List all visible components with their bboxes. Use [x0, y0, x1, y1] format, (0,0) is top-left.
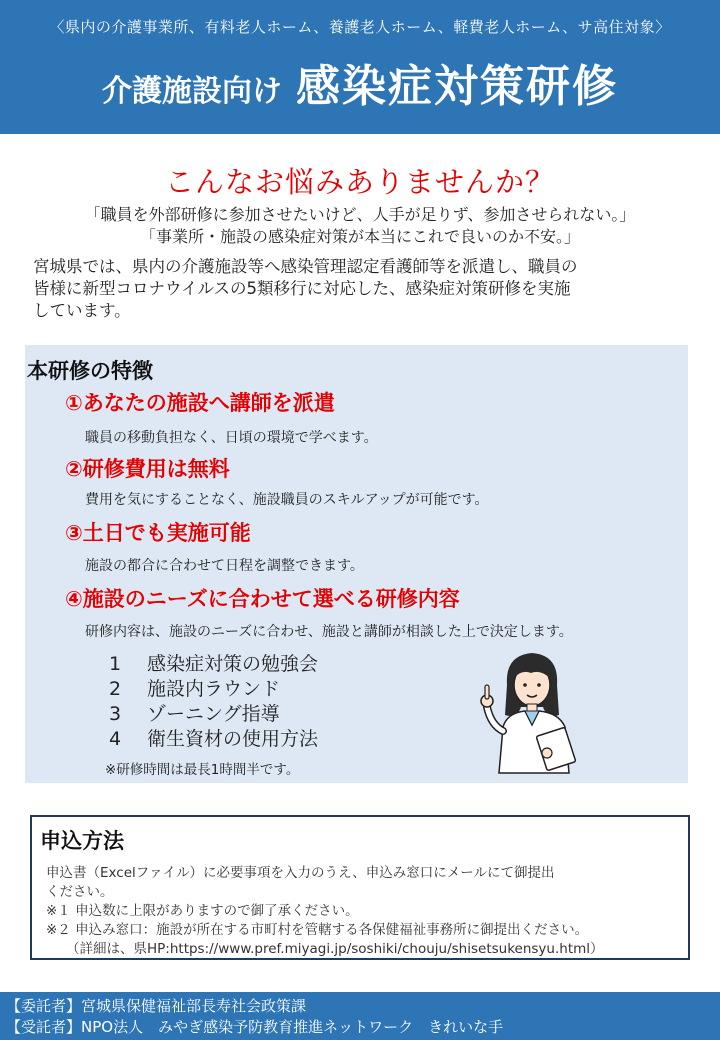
- nurse-illustration-icon: [477, 645, 587, 775]
- application-note-2: ※２ 申込み窓口：施設が所在する市町村を管轄する各保健福祉事務所に御提出ください。: [46, 922, 589, 938]
- features-title: 本研修の特徴: [27, 359, 153, 383]
- feature-description: 職員の移動負担なく、日頃の環境で学べます。: [85, 430, 378, 446]
- topic-label: 感染症対策の勉強会: [147, 653, 319, 675]
- footer-contractor: 【受託者】NPO法人 みやぎ感染予防教育推進ネットワーク きれいな手: [6, 1018, 504, 1036]
- topic-item: [109, 724, 318, 751]
- topic-number: 2: [109, 678, 122, 700]
- title-small: 介護施設向け: [102, 74, 282, 109]
- intro-line: 皆様に新型コロナウイルスの5類移行に対応した、感染症対策研修を実施: [33, 279, 571, 298]
- worries-heading: こんなお悩みありませんか？: [164, 165, 555, 199]
- application-url-note: （詳細は、県HP:https://www.pref.miyagi.jp/soshiki/chouju/shisetsukensyu.html）: [66, 941, 604, 957]
- worry-quote-2: 「事業所・施設の感染症対策が本当にこれで良いのか不安。」: [139, 227, 580, 246]
- topic-item: [109, 699, 280, 726]
- worry-quote-1: 「職員を外部研修に参加させたいけど、人手が足りず、参加させられない。」: [84, 205, 636, 224]
- topic-item: [109, 674, 280, 701]
- header-banner: [0, 0, 720, 134]
- application-box: [30, 815, 690, 960]
- feature-heading: ④施設のニーズに合わせて選べる研修内容: [65, 587, 460, 611]
- feature-heading: ①あなたの施設へ講師を派遣: [65, 391, 335, 415]
- page-title: [0, 50, 720, 114]
- feature-description: 費用を気にすることなく、施設職員のスキルアップが可能です。: [85, 492, 489, 508]
- feature-description: 施設の都合に合わせて日程を調整できます。: [85, 558, 364, 574]
- application-text: ください。: [46, 884, 114, 900]
- topic-number: 4: [109, 728, 122, 750]
- features-panel: [25, 345, 688, 783]
- duration-note: ※研修時間は最長1時間半です。: [105, 762, 300, 778]
- topic-number: 3: [109, 703, 122, 725]
- footer-consignor: 【委託者】宮城県保健福祉部長寿社会政策課: [6, 997, 307, 1015]
- intro-paragraph: [33, 256, 683, 322]
- intro-line: しています。: [33, 301, 131, 320]
- feature-heading: ③土日でも実施可能: [65, 521, 251, 545]
- footer-banner: [0, 992, 720, 1040]
- application-text: 申込書（Excelファイル）に必要事項を入力のうえ、申込み窓口にメールにて御提出: [46, 865, 555, 881]
- intro-line: 宮城県では、県内の介護施設等へ感染管理認定看護師等を派遣し、職員の: [33, 257, 578, 276]
- feature-description: 研修内容は、施設のニーズに合わせ、施設と講師が相談した上で決定します。: [85, 624, 573, 640]
- topic-label: 衛生資材の使用方法: [147, 728, 319, 750]
- application-title: 申込方法: [40, 829, 124, 853]
- topic-label: 施設内ラウンド: [147, 678, 281, 700]
- feature-heading: ②研修費用は無料: [65, 457, 230, 481]
- application-note-1: ※１ 申込数に上限がありますので御了承ください。: [46, 903, 359, 919]
- topic-number: 1: [109, 653, 122, 675]
- header-subtitle: 〈県内の介護事業所、有料老人ホーム、養護老人ホーム、軽費老人ホーム、サ高住対象〉: [49, 18, 671, 36]
- topic-item: [109, 649, 318, 676]
- title-big: 感染症対策研修: [296, 61, 618, 112]
- topic-label: ゾーニング指導: [147, 703, 280, 725]
